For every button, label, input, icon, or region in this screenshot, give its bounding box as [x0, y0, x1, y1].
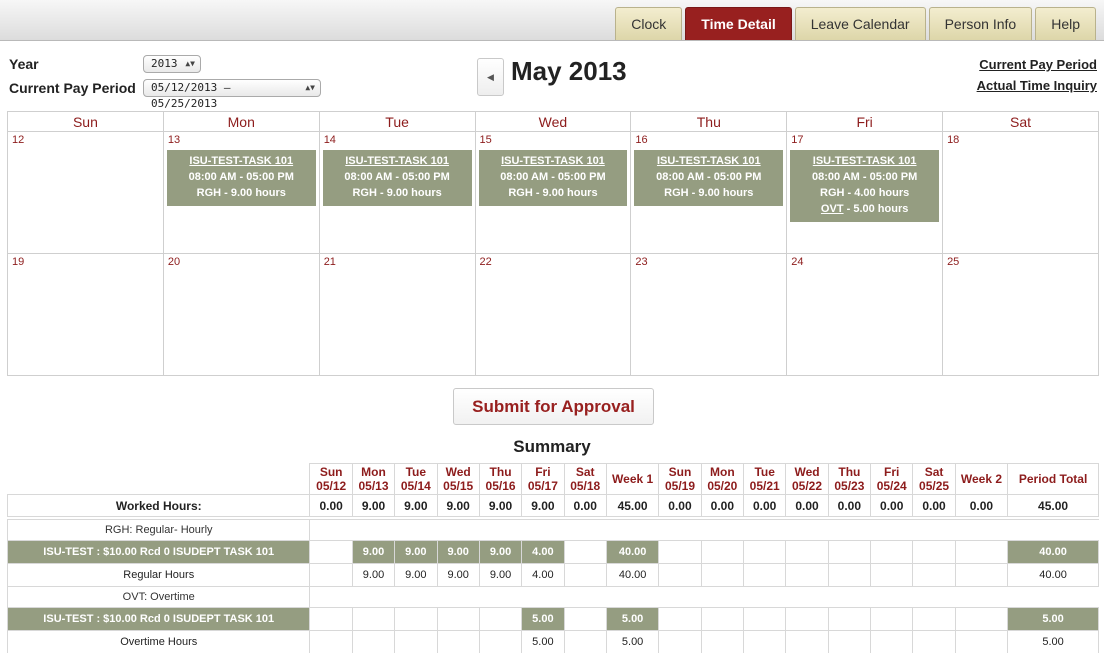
calendar-day-cell[interactable]	[787, 132, 943, 254]
day-header: Fri	[787, 112, 943, 132]
summary-cell	[828, 541, 870, 564]
day-number: 16	[635, 134, 648, 146]
calendar-day-cell[interactable]	[163, 132, 319, 254]
column-date: 05/24	[876, 479, 907, 493]
summary-cell	[828, 564, 870, 587]
earn-code-hours: RGH - 4.00 hours	[820, 187, 910, 199]
regular-hours-row	[8, 564, 1099, 587]
time-block[interactable]	[323, 150, 472, 206]
summary-cell: 0.00	[744, 495, 786, 517]
column-day: Wed	[445, 465, 471, 479]
summary-cell: 40.00	[1008, 564, 1099, 587]
year-label: Year	[9, 56, 39, 72]
day-number: 14	[323, 134, 336, 146]
column-day: Mon	[710, 465, 735, 479]
time-block[interactable]	[479, 150, 628, 206]
time-block[interactable]	[790, 150, 939, 222]
calendar-week-row	[8, 132, 1099, 254]
summary-cell: 9.00	[395, 564, 437, 587]
column-date: 05/14	[400, 479, 431, 493]
summary-cell: 9.00	[437, 495, 479, 517]
chevron-left-icon: ◀	[487, 72, 494, 82]
summary-cell	[479, 608, 521, 631]
day-header: Tue	[319, 112, 475, 132]
day-header: Wed	[475, 112, 631, 132]
task-link[interactable]: ISU-TEST-TASK 101	[812, 155, 917, 167]
rgh-category-row-label: RGH: Regular- Hourly	[8, 520, 310, 541]
summary-cell: 40.00	[606, 564, 658, 587]
tab-person-info[interactable]: Person Info	[929, 7, 1033, 40]
column-day: Fri	[535, 465, 551, 479]
day-header: Mon	[163, 112, 319, 132]
summary-cell: 9.00	[395, 541, 437, 564]
column-day: Tue	[405, 465, 427, 479]
column-date: 05/20	[707, 479, 738, 493]
actual-time-inquiry-link[interactable]: Actual Time Inquiry	[976, 78, 1097, 93]
summary-cell	[659, 608, 701, 631]
summary-column-header	[310, 464, 352, 495]
summary-cell	[744, 564, 786, 587]
summary-cell: 4.00	[522, 541, 564, 564]
summary-cell: 5.00	[1008, 608, 1099, 631]
summary-cell	[744, 631, 786, 653]
summary-cell: 0.00	[786, 495, 828, 517]
summary-cell: 5.00	[522, 631, 564, 653]
submit-for-approval-button[interactable]: Submit for Approval	[453, 388, 654, 425]
summary-cell	[310, 631, 352, 653]
summary-cell	[744, 541, 786, 564]
summary-cell: 4.00	[522, 564, 564, 587]
day-header: Sat	[943, 112, 1099, 132]
current-pay-period-link[interactable]: Current Pay Period	[979, 57, 1097, 72]
summary-cell: 9.00	[352, 541, 394, 564]
earn-code-hours: RGH - 9.00 hours	[664, 187, 754, 199]
calendar-day-cell[interactable]	[631, 254, 787, 376]
calendar-week-row	[8, 254, 1099, 376]
time-block[interactable]	[634, 150, 783, 206]
prev-month-button[interactable]	[477, 58, 504, 96]
column-date: 05/23	[834, 479, 865, 493]
calendar-day-cell[interactable]	[319, 254, 475, 376]
summary-column-header	[913, 464, 955, 495]
summary-cell: 45.00	[606, 495, 658, 517]
calendar-day-cell[interactable]	[943, 132, 1099, 254]
summary-cell	[701, 631, 743, 653]
summary-cell: 5.00	[606, 608, 658, 631]
worked-hours-row	[8, 495, 1099, 517]
rgh-account-row-label: ISU-TEST : $10.00 Rcd 0 ISUDEPT TASK 101	[8, 541, 310, 564]
calendar-day-cell[interactable]	[319, 132, 475, 254]
ovt-code-link[interactable]: OVT	[820, 203, 844, 215]
summary-cell: 5.00	[522, 608, 564, 631]
tab-leave-calendar[interactable]: Leave Calendar	[795, 7, 926, 40]
summary-cell	[310, 564, 352, 587]
summary-cell: 0.00	[659, 495, 701, 517]
summary-column-header	[395, 464, 437, 495]
earn-code-hours: RGH - 9.00 hours	[508, 187, 598, 199]
time-range: 08:00 AM - 05:00 PM	[811, 171, 918, 183]
column-day: Week 1	[612, 472, 654, 486]
summary-cell	[352, 631, 394, 653]
day-number: 19	[12, 256, 25, 268]
summary-cell	[786, 541, 828, 564]
summary-cell	[437, 631, 479, 653]
time-range: 08:00 AM - 05:00 PM	[188, 171, 294, 183]
day-number: 12	[12, 134, 25, 146]
column-day: Tue	[754, 465, 775, 479]
summary-cell: 9.00	[479, 564, 521, 587]
summary-cell: 9.00	[479, 541, 521, 564]
summary-cell	[659, 631, 701, 653]
select-arrows-icon: ▲▼	[185, 59, 195, 68]
summary-cell: 0.00	[828, 495, 870, 517]
summary-filler	[310, 587, 1099, 608]
column-day: Sat	[924, 465, 944, 479]
summary-column-header	[871, 464, 913, 495]
summary-cell: 9.00	[437, 541, 479, 564]
time-calendar	[7, 111, 1099, 376]
earn-code-hours: RGH - 9.00 hours	[352, 187, 442, 199]
summary-column-header	[828, 464, 870, 495]
day-number: 24	[791, 256, 804, 268]
year-select-value: 2013	[151, 57, 178, 70]
summary-column-header	[522, 464, 564, 495]
summary-cell: 0.00	[955, 495, 1007, 517]
summary-cell	[564, 608, 606, 631]
column-date: 05/22	[792, 479, 823, 493]
time-block[interactable]	[167, 150, 316, 206]
day-number: 23	[635, 256, 648, 268]
task-link[interactable]: ISU-TEST-TASK 101	[345, 155, 449, 167]
ovt-account-row	[8, 608, 1099, 631]
summary-cell: 9.00	[395, 495, 437, 517]
summary-cell: 40.00	[1008, 541, 1099, 564]
summary-header-blank	[8, 464, 310, 495]
calendar-day-cell[interactable]	[163, 254, 319, 376]
summary-cell: 0.00	[564, 495, 606, 517]
summary-filler	[310, 520, 1099, 541]
summary-column-header	[352, 464, 394, 495]
summary-cell	[564, 631, 606, 653]
summary-cell	[564, 541, 606, 564]
tab-clock[interactable]: Clock	[615, 7, 682, 40]
summary-column-header	[1008, 464, 1099, 495]
ovt-hours-text: - 5.00 hours	[843, 203, 909, 215]
pay-period-select-value: 05/12/2013 – 05/25/2013	[151, 81, 231, 110]
task-link[interactable]: ISU-TEST-TASK 101	[189, 155, 294, 167]
summary-cell	[395, 631, 437, 653]
column-date: 05/21	[749, 479, 780, 493]
summary-cell	[437, 608, 479, 631]
earn-code-hours: RGH - 9.00 hours	[196, 187, 286, 199]
select-arrows-icon: ▲▼	[305, 83, 315, 92]
summary-cell	[871, 608, 913, 631]
summary-cell: 9.00	[522, 495, 564, 517]
column-day: Sat	[575, 465, 595, 479]
summary-cell	[913, 631, 955, 653]
summary-cell	[955, 541, 1007, 564]
day-number: 20	[167, 256, 181, 268]
day-number: 15	[479, 134, 492, 146]
summary-cell: 9.00	[352, 564, 394, 587]
summary-column-header	[955, 464, 1007, 495]
summary-cell	[871, 564, 913, 587]
summary-cell	[564, 564, 606, 587]
summary-cell	[913, 541, 955, 564]
calendar-day-cell[interactable]	[787, 254, 943, 376]
summary-cell: 5.00	[606, 631, 658, 653]
day-number: 17	[791, 134, 804, 146]
tab-time-detail[interactable]: Time Detail	[685, 7, 791, 40]
summary-column-header	[786, 464, 828, 495]
summary-cell	[913, 608, 955, 631]
tab-help[interactable]: Help	[1035, 7, 1096, 40]
summary-cell	[659, 564, 701, 587]
summary-column-header	[564, 464, 606, 495]
summary-cell	[955, 608, 1007, 631]
calendar-day-cell[interactable]	[8, 132, 164, 254]
summary-cell	[352, 608, 394, 631]
summary-cell	[786, 564, 828, 587]
pay-period-select[interactable]	[143, 79, 321, 110]
summary-cell	[479, 631, 521, 653]
summary-cell: 9.00	[437, 564, 479, 587]
summary-cell	[955, 631, 1007, 653]
summary-cell: 40.00	[606, 541, 658, 564]
pay-period-label: Current Pay Period	[9, 80, 136, 96]
calendar-day-cell[interactable]	[631, 132, 787, 254]
summary-cell: 0.00	[913, 495, 955, 517]
overtime-hours-row-label: Overtime Hours	[8, 631, 310, 653]
summary-column-header	[479, 464, 521, 495]
time-range: 08:00 AM - 05:00 PM	[344, 171, 450, 183]
calendar-day-cell[interactable]	[943, 254, 1099, 376]
task-link[interactable]: ISU-TEST-TASK 101	[656, 155, 761, 167]
summary-cell	[871, 541, 913, 564]
calendar-month-title: May 2013	[511, 56, 627, 86]
summary-cell	[701, 541, 743, 564]
calendar-day-cell[interactable]	[8, 254, 164, 376]
summary-cell	[744, 608, 786, 631]
summary-cell: 45.00	[1008, 495, 1099, 517]
calendar-day-cell[interactable]	[475, 132, 631, 254]
ovt-account-row-label: ISU-TEST : $10.00 Rcd 0 ISUDEPT TASK 101	[8, 608, 310, 631]
worked-hours-row-label: Worked Hours:	[8, 495, 310, 517]
column-day: Sun	[319, 465, 343, 479]
day-number: 22	[479, 256, 492, 268]
day-number: 21	[323, 256, 336, 268]
summary-cell	[395, 608, 437, 631]
summary-cell	[828, 631, 870, 653]
regular-hours-row-label: Regular Hours	[8, 564, 310, 587]
summary-cell	[310, 541, 352, 564]
column-day: Sun	[668, 465, 692, 479]
summary-column-header	[744, 464, 786, 495]
summary-cell	[701, 608, 743, 631]
column-date: 05/17	[527, 479, 558, 493]
column-date: 05/19	[664, 479, 695, 493]
summary-column-header	[606, 464, 658, 495]
summary-cell: 0.00	[871, 495, 913, 517]
summary-column-header	[437, 464, 479, 495]
summary-cell	[786, 631, 828, 653]
summary-cell	[310, 608, 352, 631]
day-number: 13	[167, 134, 181, 146]
calendar-day-cell[interactable]	[475, 254, 631, 376]
time-range: 08:00 AM - 05:00 PM	[656, 171, 762, 183]
column-date: 05/25	[919, 479, 950, 493]
column-day: Fri	[884, 465, 900, 479]
summary-cell	[871, 631, 913, 653]
overtime-hours-row	[8, 631, 1099, 653]
overtime-hours	[792, 201, 937, 217]
ovt-category-row-label: OVT: Overtime	[8, 587, 310, 608]
rgh-account-row	[8, 541, 1099, 564]
summary-cell: 9.00	[352, 495, 394, 517]
column-day: Wed	[794, 465, 820, 479]
column-date: 05/12	[316, 479, 347, 493]
summary-cell: 0.00	[310, 495, 352, 517]
day-number: 25	[947, 256, 960, 268]
summary-cell	[955, 564, 1007, 587]
summary-cell	[659, 541, 701, 564]
summary-cell	[828, 608, 870, 631]
summary-column-header	[701, 464, 743, 495]
column-day: Period Total	[1018, 472, 1088, 486]
summary-title: Summary	[513, 437, 591, 456]
time-range: 08:00 AM - 05:00 PM	[500, 171, 606, 183]
ovt-category-row	[8, 587, 1099, 608]
summary-table	[7, 463, 1099, 653]
column-day: Week 2	[960, 472, 1002, 486]
rgh-category-row	[8, 520, 1099, 541]
top-nav-bar	[0, 0, 1104, 41]
column-date: 05/13	[358, 479, 389, 493]
column-date: 05/15	[443, 479, 474, 493]
nav-tabs	[615, 7, 1096, 40]
column-day: Thu	[489, 465, 512, 479]
summary-header-row	[8, 464, 1099, 495]
summary-cell: 9.00	[479, 495, 521, 517]
summary-cell	[913, 564, 955, 587]
year-select[interactable]	[143, 55, 201, 73]
day-number: 18	[947, 134, 960, 146]
calendar-day-header-row	[8, 112, 1099, 132]
day-header: Thu	[631, 112, 787, 132]
column-day: Thu	[838, 465, 861, 479]
summary-cell	[701, 564, 743, 587]
task-link[interactable]: ISU-TEST-TASK 101	[501, 155, 605, 167]
column-date: 05/16	[485, 479, 516, 493]
summary-column-header	[659, 464, 701, 495]
column-day: Mon	[361, 465, 386, 479]
day-header: Sun	[8, 112, 164, 132]
column-date: 05/18	[570, 479, 601, 493]
summary-cell	[786, 608, 828, 631]
summary-cell: 5.00	[1008, 631, 1099, 653]
summary-cell: 0.00	[701, 495, 743, 517]
